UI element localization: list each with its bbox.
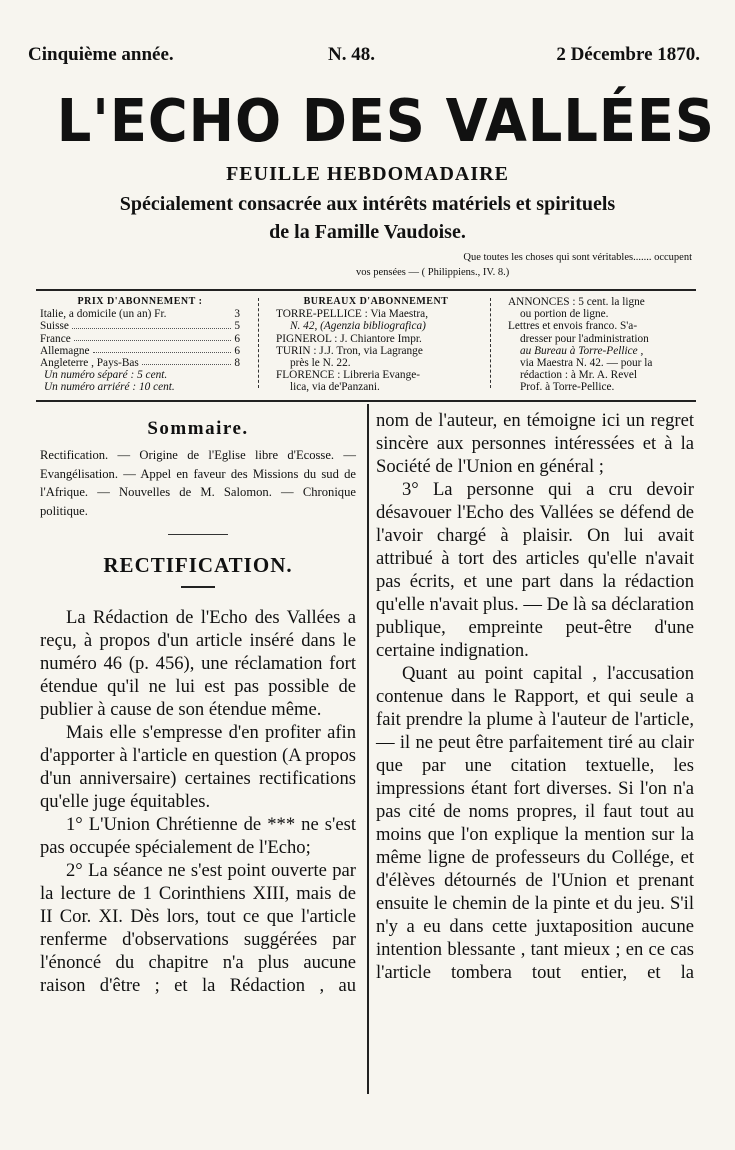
back-issue-price: Un numéro arriéré : 10 cent. [44, 381, 175, 394]
header-bottom-rule [36, 400, 696, 402]
summary-separator [168, 534, 228, 535]
issue-number: N. 48. [328, 44, 375, 65]
office-line: PIGNEROL : J. Chiantore Impr. [276, 332, 422, 345]
subtitle-purpose: Spécialement consacrée aux intérêts matériels et spirituels [119, 193, 616, 215]
price-row: Italie, a domicile (un an) Fr. 3 [40, 308, 240, 321]
box-divider [258, 298, 259, 388]
ad-line: via Maestra N. 42. — pour la [520, 357, 653, 370]
office-line: TORRE-PELLICE : Via Maestra, [276, 308, 429, 321]
advertising-info [508, 296, 700, 394]
subtitle-family: de la Famille Vaudoise. [269, 221, 466, 243]
article-paragraph: 1° L'Union Chrétienne de *** ne s'est pas occupée spécialement de l'Echo; [40, 814, 356, 858]
volume-year: Cinquième année. [28, 44, 174, 65]
office-line: TURIN : J.J. Tron, via Lagrange [276, 344, 423, 357]
ad-line: Lettres et envois franco. S'a- [508, 320, 638, 333]
price-row: Angleterre , Pays-Bas 8 [40, 357, 240, 370]
right-column [376, 409, 694, 984]
epigraph-line-2: vos pensées — ( Philippiens., IV. 8.) [356, 267, 510, 278]
subscription-offices [276, 296, 476, 394]
article-paragraph: 2° La séance ne s'est point ouverte par la lecture de 1 Corinthiens XIII, mais de II Cor. XI. Dès lors, tout ce que l'article renferme d'observations suggérées par l'énoncé du chapitre n'a plus aucune raison d'être ; et la Rédaction , au [40, 860, 356, 996]
epigraph-line-1: Que toutes les choses qui sont véritables....... occupent [463, 252, 692, 263]
article-text-left [40, 606, 356, 997]
article-heading: RECTIFICATION. [103, 553, 293, 577]
summary-text: Rectification. — Origine de l'Eglise libre d'Ecosse. — Evangélisation. — Appel en faveur des Missions du sud de l'Afrique. — Nouvelles de M. Salomon. — Chronique politique. [40, 448, 356, 518]
subtitle-weekly: FEUILLE HEBDOMADAIRE [226, 163, 509, 185]
newspaper-title: L'ECHO DES VALLÉES [56, 86, 715, 155]
column-divider [367, 404, 369, 1094]
offices-heading: BUREAUX D'ABONNEMENT [303, 296, 449, 307]
article-paragraph: Mais elle s'empresse d'en profiter afin d'apporter à l'article en question (A propos d'un anniversaire) certaines rectifications qu'elle juge équitables. [40, 722, 356, 812]
ad-line: dresser pour l'administration [520, 332, 649, 345]
top-rule [36, 289, 696, 291]
left-column [40, 418, 356, 997]
article-paragraph: nom de l'auteur, en témoigne ici un regret sincère aux personnes intéressées et à la Société de l'Union en général ; [376, 410, 694, 477]
prices-heading: PRIX D'ABONNEMENT : [77, 296, 203, 307]
epigraph [342, 250, 692, 280]
article-paragraph: 3° La personne qui a cru devoir désavouer l'Echo des Vallées se défend de l'avoir chargé à plaisir. On lui avait attribué à tort des articles qu'elle n'avait pas écrits, et une part dans la rédaction qu'elle n'avait plus. — De là sa déclaration publique, empreinte peut-être d'une certaine indignation. [376, 479, 694, 661]
subscription-prices [40, 296, 240, 394]
issue-date: 2 Décembre 1870. [556, 44, 700, 65]
ad-line: au Bureau à Torre-Pellice , [520, 344, 644, 357]
box-divider [490, 298, 491, 388]
ad-line: ANNONCES : 5 cent. la ligne [508, 296, 645, 308]
heading-ornament [181, 586, 215, 588]
ad-line: Prof. à Torre-Pellice. [520, 381, 615, 394]
office-line: N. 42, (Agenzia bibliografica) [290, 320, 426, 333]
article-paragraph: La Rédaction de l'Echo des Vallées a reçu, à propos d'un article inséré dans le numéro 46 (p. 456), une réclamation fort étendue qu'il ne lui est pas possible de publier à cause de son étendue même. [40, 607, 356, 720]
price-row: Suisse 5 [40, 320, 240, 333]
summary-heading: Sommaire. [147, 418, 249, 439]
ad-line: rédaction : à Mr. A. Revel [520, 369, 638, 382]
office-line: lica, via de'Panzani. [290, 381, 380, 394]
ad-line: ou portion de ligne. [520, 308, 609, 321]
office-line: près le N. 22. [290, 357, 351, 370]
article-text-right [376, 409, 694, 984]
single-issue-price: Un numéro séparé : 5 cent. [44, 369, 168, 382]
price-row: France 6 [40, 332, 240, 345]
article-paragraph: Quant au point capital , l'accusation contenue dans le Rapport, et qui seule a fait prendre la plume à l'auteur de l'article, — il ne peut être parfaitement tiré au clair que par une citation textuelle, les impressions étant fort diverses. Si l'on n'a pas cité de noms propres, il faut tout au moins que l'on explique la mention sur la même ligne de professeurs du Collége, et d'élèves détournés de l'Union et prenant ensuite le chemin de la pinte et du jeu. S'il n'y a eu dans cette juxtaposition aucune intention blessante , tant mieux ; en ce cas l'article tombera tout entier, et la [376, 663, 694, 983]
price-row: Allemagne 6 [40, 344, 240, 357]
office-line: FLORENCE : Libreria Evange- [276, 369, 420, 382]
masthead-info-row [28, 44, 700, 72]
